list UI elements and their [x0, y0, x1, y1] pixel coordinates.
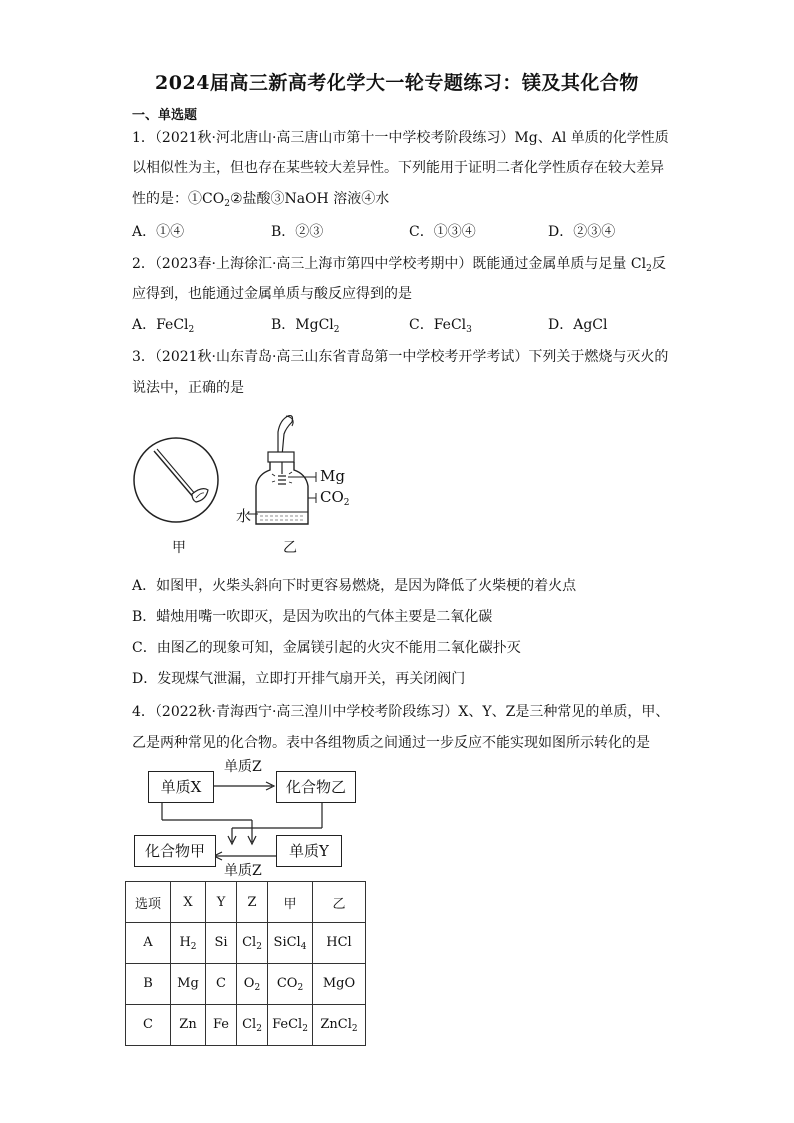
box-element-y: 单质Y	[276, 835, 342, 867]
table-header-cell: Z	[237, 882, 268, 923]
match-stick	[154, 451, 194, 498]
cell-text: SiCl	[273, 934, 301, 950]
q1-stem-line1: 1．（2021秋·河北唐山·高三唐山市第十一中学校考阶段练习）Mg、Al 单质的化学性质	[132, 130, 669, 146]
subscript: 2	[646, 264, 652, 274]
box-compound-jia: 化合物甲	[134, 835, 216, 867]
q3-stem-line1: 3．（2021秋·山东青岛·高三山东省青岛第一中学校考开学考试）下列关于燃烧与灭火的	[132, 349, 669, 365]
table-row	[126, 964, 366, 1005]
subscript: 2	[256, 941, 262, 952]
q4-stem-line2: 乙是两种常见的化合物。表中各组物质之间通过一步反应不能实现如图所示转化的是	[132, 735, 650, 751]
table-cell	[268, 964, 313, 1005]
cell-text: Mg	[177, 975, 199, 991]
q4-stem-line1: 4．（2022秋·青海西宁·高三湟川中学校考阶段练习）X、Y、Z是三种常见的单质，甲、	[132, 704, 670, 720]
cell-text: Cl	[242, 1016, 257, 1032]
table-cell	[237, 923, 268, 964]
table-header-cell: Y	[206, 882, 237, 923]
subscript: 2	[351, 1023, 358, 1034]
tongs-icon	[278, 416, 293, 456]
arrow-label-bottom: 单质Z	[224, 863, 262, 879]
cell-text: CO	[276, 975, 298, 991]
arrow-label-top: 单质Z	[224, 759, 262, 775]
subscript: 2	[297, 982, 304, 993]
subscript: 2	[256, 1023, 262, 1034]
table-cell	[126, 923, 171, 964]
table-row	[126, 923, 366, 964]
table-row	[126, 1005, 366, 1046]
options-table	[125, 881, 366, 1046]
table-header-cell: X	[171, 882, 206, 923]
box-element-x: 单质X	[148, 771, 214, 803]
q1-option-a[interactable]: A．①④	[132, 224, 185, 240]
table-cell	[268, 923, 313, 964]
table-cell	[126, 964, 171, 1005]
cell-text: O	[243, 975, 255, 991]
cell-text: Zn	[179, 1016, 197, 1032]
q2-stem-text: 反	[651, 256, 666, 272]
option-text: B．MgCl	[271, 317, 334, 333]
q1-option-c[interactable]: C．①③④	[409, 224, 476, 240]
figure-caption-b: 乙	[283, 540, 297, 556]
table-cell	[206, 964, 237, 1005]
circle-outline	[134, 438, 218, 522]
section-heading: 一、单选题	[132, 108, 198, 123]
q1-option-b[interactable]: B．②③	[271, 224, 324, 240]
cell-text: H	[179, 934, 191, 950]
q2-stem-text: 2．（2023春·上海徐汇·高三上海市第四中学校考期中）既能通过金属单质与足量 Cl	[132, 256, 647, 272]
table-cell	[237, 964, 268, 1005]
q2-option-d[interactable]	[548, 315, 608, 340]
table-cell	[206, 1005, 237, 1046]
table-cell	[171, 1005, 206, 1046]
match-flame-icon	[192, 489, 208, 502]
table-cell	[206, 923, 237, 964]
cell-text: MgO	[322, 975, 356, 991]
cell-text: ZnCl	[320, 1016, 352, 1032]
q1-stem-text: ②盐酸③NaOH 溶液④水	[229, 191, 390, 207]
subscript: 2	[333, 325, 340, 335]
figure-caption-a: 甲	[172, 540, 186, 556]
subscript: 2	[343, 498, 350, 508]
option-text: A．FeCl	[132, 317, 189, 333]
subscript: 2	[302, 1023, 308, 1034]
cell-text: Fe	[212, 1016, 229, 1032]
cell-text: Cl	[242, 934, 257, 950]
table-cell	[126, 1005, 171, 1046]
table-cell	[171, 964, 206, 1005]
cell-text: Si	[214, 934, 228, 950]
table-header-cell: 乙	[313, 882, 366, 923]
cell-text: C	[143, 1016, 153, 1032]
page-title: 2024届高三新高考化学大一轮专题练习：镁及其化合物	[155, 72, 639, 94]
cell-text: B	[143, 975, 153, 991]
q1-stem-line2: 以相似性为主，但也存在某些较大差异性。下列能用于证明二者化学性质存在较大差异	[132, 160, 664, 176]
q2-option-a[interactable]	[132, 315, 194, 340]
option-text: D．AgCl	[548, 317, 608, 333]
q1-option-d[interactable]: D．②③④	[548, 224, 616, 240]
box-compound-yi: 化合物乙	[276, 771, 356, 803]
magnesium-ribbon-icon	[278, 462, 286, 484]
label-co2	[320, 488, 350, 508]
cell-text: C	[216, 975, 226, 991]
table-cell	[313, 923, 366, 964]
cell-text: A	[143, 934, 153, 950]
q2-option-c[interactable]	[409, 315, 472, 340]
q2-stem-line2: 应得到，也能通过金属单质与酸反应得到的是	[132, 286, 412, 302]
q3-stem-line2: 说法中，正确的是	[132, 380, 244, 396]
q3-option-a[interactable]: A．如图甲，火柴头斜向下时更容易燃烧，是因为降低了火柴梗的着火点	[132, 578, 577, 594]
subscript: 3	[466, 325, 472, 335]
subscript: 2	[188, 325, 195, 335]
jar-stopper	[268, 452, 294, 462]
cell-text: HCl	[326, 934, 352, 950]
table-cell	[313, 964, 366, 1005]
option-text: C．FeCl	[409, 317, 467, 333]
subscript: 2	[190, 941, 197, 952]
table-cell	[171, 923, 206, 964]
table-cell	[313, 1005, 366, 1046]
label-mg: Mg	[320, 467, 345, 485]
q2-stem-line1	[132, 254, 666, 279]
subscript: 2	[224, 199, 230, 209]
table-cell	[237, 1005, 268, 1046]
q1-stem-line3	[132, 189, 389, 214]
table-header-row	[126, 882, 366, 923]
table-cell	[268, 1005, 313, 1046]
label-water: 水	[236, 507, 252, 525]
q3-option-c[interactable]: C．由图乙的现象可知，金属镁引起的火灾不能用二氧化碳扑灭	[132, 640, 521, 656]
q1-stem-text: 性的是：①CO	[132, 191, 225, 207]
q3-option-d[interactable]: D．发现煤气泄漏，立即打开排气扇开关，再关闭阀门	[132, 671, 466, 687]
subscript: 4	[300, 941, 307, 952]
table-header-cell: 甲	[268, 882, 313, 923]
label-text: CO	[320, 488, 344, 506]
table-header-cell: 选项	[126, 882, 171, 923]
match-stick	[157, 449, 196, 495]
subscript: 2	[254, 982, 261, 993]
match-figure	[132, 436, 222, 526]
q2-option-b[interactable]	[271, 315, 340, 340]
q3-option-b[interactable]: B．蜡烛用嘴一吹即灭，是因为吹出的气体主要是二氧化碳	[132, 609, 493, 625]
cell-text: FeCl	[272, 1016, 303, 1032]
